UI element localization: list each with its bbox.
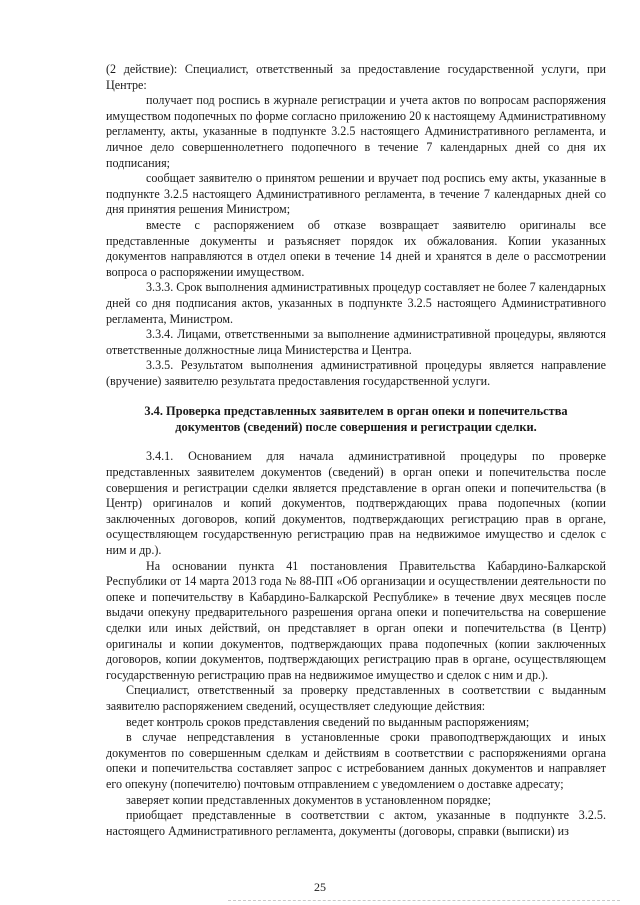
footer-divider xyxy=(228,900,620,901)
paragraph-receives-acts: получает под роспись в журнале регистрации и учета актов по вопросам распоряжения имуществом подопечных по форме согласно приложению 20 к настоящему Административному регламенту, акты, указанные в подпункте 3.2.5 настоящего Административного регламента, и личное дело совершеннолетнего подопечного в течение 7 календарных дней со дня их подписания; xyxy=(106,93,606,170)
paragraph-resolution-basis: На основании пункта 41 постановления Правительства Кабардино-Балкарской Республики от 14 марта 2013 года № 88-ПП «Об организации и осуществлении деятельности по опеке и попечительству в Кабардино-Балкарской Республике» в течение двух месяцев после выдачи опекуну предварительного разрешения органа опеки и попечительства на совершение сделки или иных действий, он представляет в орган опеки и попечительства (в Центр) оригиналы и копии документов, подтверждающих права подопечных (копии заключенных договоров, копии документов, подтверждающих регистрацию прав в органе, осуществляющем государственную регистрацию прав на недвижимое имущество и сделок с ним и др.). xyxy=(106,558,606,682)
paragraph-3-3-5: 3.3.5. Результатом выполнения административной процедуры является направление (вручение) заявителю результата предоставления государственной услуги. xyxy=(106,358,606,388)
section-heading-3-4 xyxy=(106,403,606,435)
list-item-control-deadlines: ведет контроль сроков представления сведений по выданным распоряжениям; xyxy=(126,714,530,729)
list-item-attaches-documents: приобщает представленные в соответствии с актом, указанные в подпункте 3.2.5. настоящего Административного регламента, документы (договоры, справки (выписки) из xyxy=(106,808,606,838)
paragraph-informs-applicant: сообщает заявителю о принятом решении и вручает под роспись ему акты, указанные в подпункте 3.2.5 настоящего Административного регламента, в течение 7 календарных дней со дня принятия решения Министром; xyxy=(106,171,606,217)
list-item-nonsubmission-request: в случае непредставления в установленные сроки правоподтверждающих и иных документов по совершенным сделкам и действиям в соответствии с распоряжениями органа опеки и попечительства составляет запрос с истребованием данных документов и направляет его опекуну (попечителю) почтовым отправлением с уведомлением о доставке адресату; xyxy=(106,730,606,791)
paragraph-3-4-1: 3.4.1. Основанием для начала административной процедуры по проверке представленных заявителем документов (сведений) в орган опеки и попечительства после совершения и регистрации сделки является представление в орган опеки и попечительства (в Центр) оригиналов и копий документов, подтверждающих права подопечных (копии заключенных договоров, копий документов, подтверждающих регистрацию прав в органе, осуществляющем государственную регистрацию прав на недвижимое имущество и сделок с ним и др.). xyxy=(106,449,606,558)
page-number: 25 xyxy=(314,880,326,894)
paragraph-3-3-3: 3.3.3. Срок выполнения административных процедур составляет не более 7 календарных дней со дня подписания актов, указанных в подпункте 3.2.5 настоящего Административного регламента, Министром. xyxy=(106,280,606,326)
paragraph-action-2: (2 действие): Специалист, ответственный за предоставление государственной услуги, при Центре: xyxy=(106,62,606,92)
section-heading-line-1: 3.4. Проверка представленных заявителем в орган опеки и попечительства xyxy=(144,404,568,419)
paragraph-specialist-actions: Специалист, ответственный за проверку представленных в соответствии с выданным заявителю распоряжением сведений, осуществляет следующие действия: xyxy=(106,683,606,713)
paragraph-3-3-4: 3.3.4. Лицами, ответственными за выполнение административной процедуры, являются ответственные должностные лица Министерства и Центра. xyxy=(106,327,606,357)
document-body xyxy=(106,62,606,839)
paragraph-returns-originals: вместе с распоряжением об отказе возвращает заявителю оригиналы все представленные документы и разъясняет порядок их обжалования. Копии указанных документов направляются в отдел опеки в течение 14 дней и хранятся в деле о рассмотрении вопроса о распоряжении имуществом. xyxy=(106,217,606,279)
section-heading-line-2: документов (сведений) после совершения и регистрации сделки. xyxy=(175,420,537,435)
list-item-certifies-copies: заверяет копии представленных документов в установленном порядке; xyxy=(126,792,491,807)
